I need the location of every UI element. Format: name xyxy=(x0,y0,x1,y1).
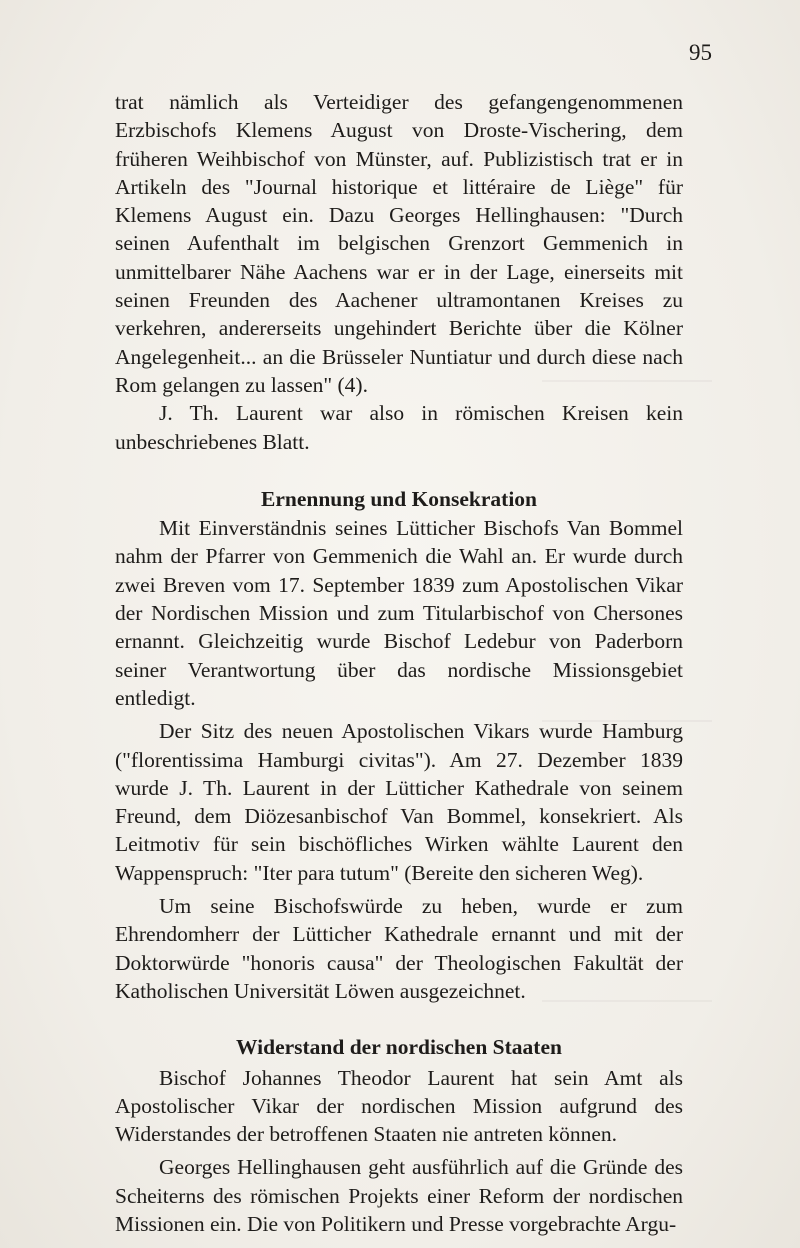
paragraph-laurent-known: J. Th. Laurent war also in römischen Kreisen kein unbeschriebenes Blatt. xyxy=(115,401,683,454)
page-number: 95 xyxy=(689,40,712,65)
paragraph-resistance: Bischof Johannes Theodor Laurent hat sein Amt als Apostolischer Vikar der nordischen Mission aufgrund des Widerstandes der betroffenen Staaten nie antreten können. xyxy=(115,1065,683,1147)
paragraph-defender: trat nämlich als Verteidiger des gefangengenommenen Erzbischofs Klemens August von Droste-Vischering, dem früheren Weihbischof von Münster, auf. Publizistisch trat er in Artikeln des "Journal historique et littéraire de Liège" für Klemens August ein. Dazu Georges Hellinghausen: "Durch seinen Aufenthalt im belgischen Grenzort Gemmenich in unmittelbarer Nähe Aachens war er in der Lage, einerseits mit seinen Freunden des Aachener ultramontanen Kreises zu verkehren, andererseits ungehindert Berichte über die Kölner Angelegenheit... an die Brüsseler Nuntiatur und durch diese nach Rom gelangen zu lassen" (4). xyxy=(115,90,683,397)
paragraph-reasons: Georges Hellinghausen geht ausführlich auf die Gründe des Scheiterns des römischen Projekts einer Reform der nordischen Missionen ein. Die von Politikern und Presse vorgebrachte Argu- xyxy=(115,1155,683,1236)
paragraph-election: Mit Einverständnis seines Lütticher Bischofs Van Bommel nahm der Pfarrer von Gemmenich die Wahl an. Er wurde durch zwei Breven vom 17. September 1839 zum Apostolischen Vikar der Nordischen Mission und zum Titularbischof von Chersones ernannt. Gleichzeitig wurde Bischof Ledebur von Paderborn seiner Verantwortung über das nordische Missionsgebiet entledigt. xyxy=(115,516,683,710)
body-text xyxy=(115,88,683,1238)
section-heading-resistance: Widerstand der nordischen Staaten xyxy=(236,1035,562,1060)
paragraph-hamburg-seat: Der Sitz des neuen Apostolischen Vikars wurde Hamburg ("florentissima Hamburgi civitas"). Am 27. Dezember 1839 wurde J. Th. Laurent in der Lütticher Kathedrale von seinem Freund, dem Diözesanbischof Van Bommel, konsekriert. Als Leitmotiv für sein bischöfliches Wirken wählte Laurent den Wappenspruch: "Iter para tutum" (Bereite den sicheren Weg). xyxy=(115,719,683,885)
section-heading-appointment: Ernennung und Konsekration xyxy=(260,486,537,511)
paragraph-honors: Um seine Bischofswürde zu heben, wurde er zum Ehrendomherr der Lütticher Kathedrale ernannt und mit der Doktorwürde "honoris causa" der Theologischen Fakultät der Katholischen Universität Löwen ausgezeichnet. xyxy=(115,894,683,1003)
